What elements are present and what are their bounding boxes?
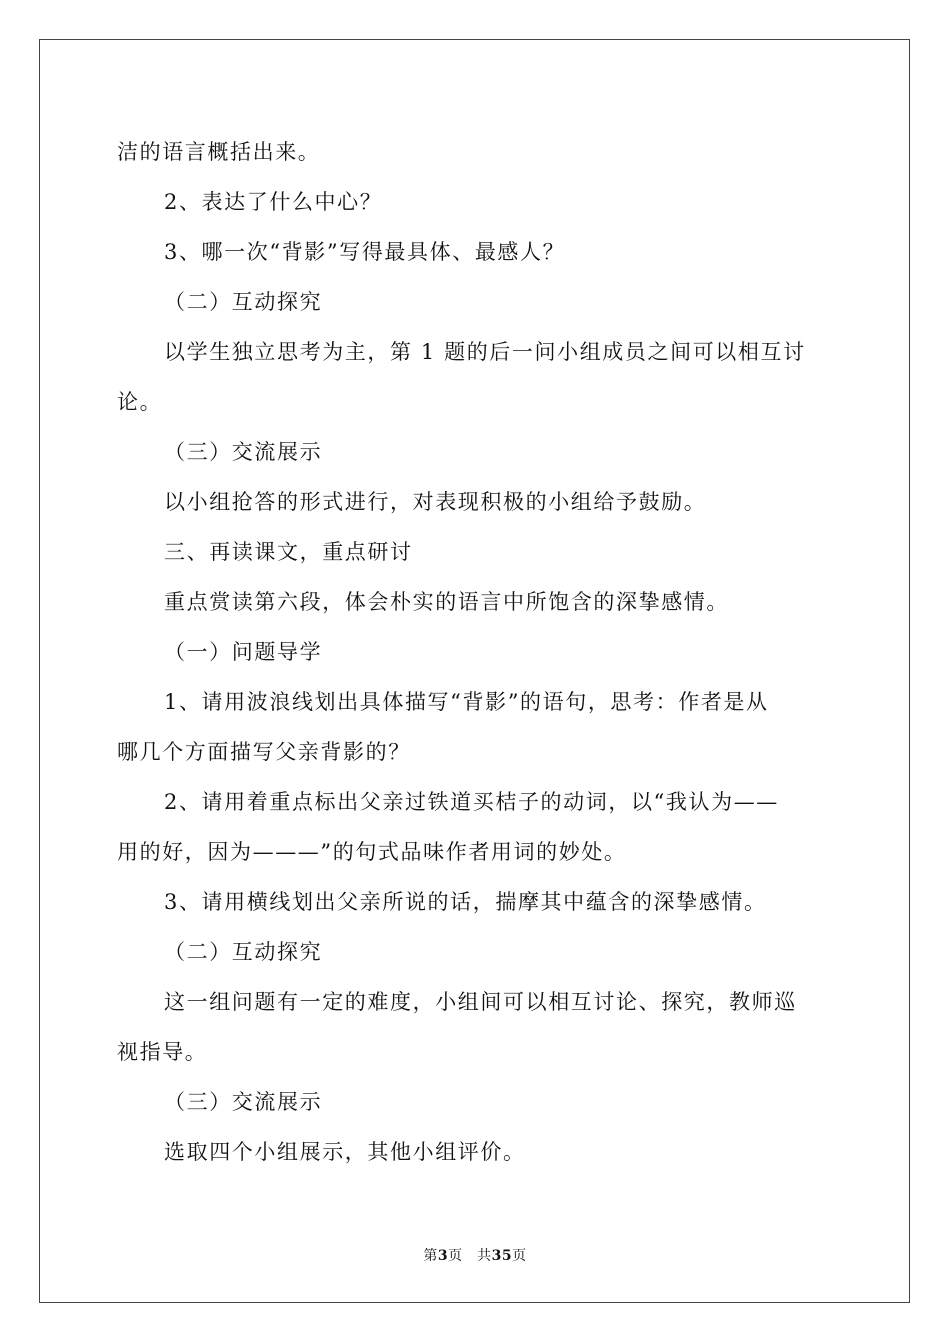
section-heading-reread: 三、再读课文，重点研讨 [164, 540, 413, 564]
text-line-19: 视指导。 [117, 1040, 208, 1064]
text-line-3: 3、哪一次“背影”写得最具体、最感人？ [164, 240, 566, 264]
footer-prefix: 第 [423, 1248, 438, 1264]
page-footer [0, 1247, 950, 1265]
text-line-14: 2、请用着重点标出父亲过铁道买桔子的动词，以“我认为—— [164, 790, 779, 814]
text-line-6: 论。 [117, 390, 163, 414]
subheading-interactive-inquiry-2: （二）互动探究 [164, 940, 323, 964]
subheading-question-guide: （一）问题导学 [164, 640, 323, 664]
subheading-exchange-display-2: （三）交流展示 [164, 1090, 323, 1114]
footer-page-number: 3 [437, 1248, 449, 1264]
text-line-8: 以小组抢答的形式进行，对表现积极的小组给予鼓励。 [164, 490, 707, 514]
text-line-16: 3、请用横线划出父亲所说的话，揣摩其中蕴含的深挚感情。 [164, 890, 767, 914]
footer-middle: 页 共 [448, 1248, 492, 1264]
subheading-exchange-display: （三）交流展示 [164, 440, 323, 464]
text-line-12: 1、请用波浪线划出具体描写“背影”的语句，思考：作者是从 [164, 690, 769, 714]
text-line-21: 选取四个小组展示，其他小组评价。 [164, 1140, 526, 1164]
text-line-18: 这一组问题有一定的难度，小组间可以相互讨论、探究，教师巡 [164, 990, 797, 1014]
footer-suffix: 页 [512, 1248, 527, 1264]
text-line-1: 洁的语言概括出来。 [117, 140, 321, 164]
text-line-10: 重点赏读第六段，体会朴实的语言中所饱含的深挚感情。 [164, 590, 729, 614]
text-line-2: 2、表达了什么中心？ [164, 190, 383, 214]
footer-total-pages: 35 [491, 1248, 513, 1264]
text-line-15: 用的好，因为———”的句式品味作者用词的妙处。 [117, 840, 627, 864]
text-line-13: 哪几个方面描写父亲背影的？ [117, 740, 411, 764]
text-line-5: 以学生独立思考为主，第 1 题的后一问小组成员之间可以相互讨 [164, 340, 806, 364]
subheading-interactive-inquiry: （二）互动探究 [164, 290, 323, 314]
